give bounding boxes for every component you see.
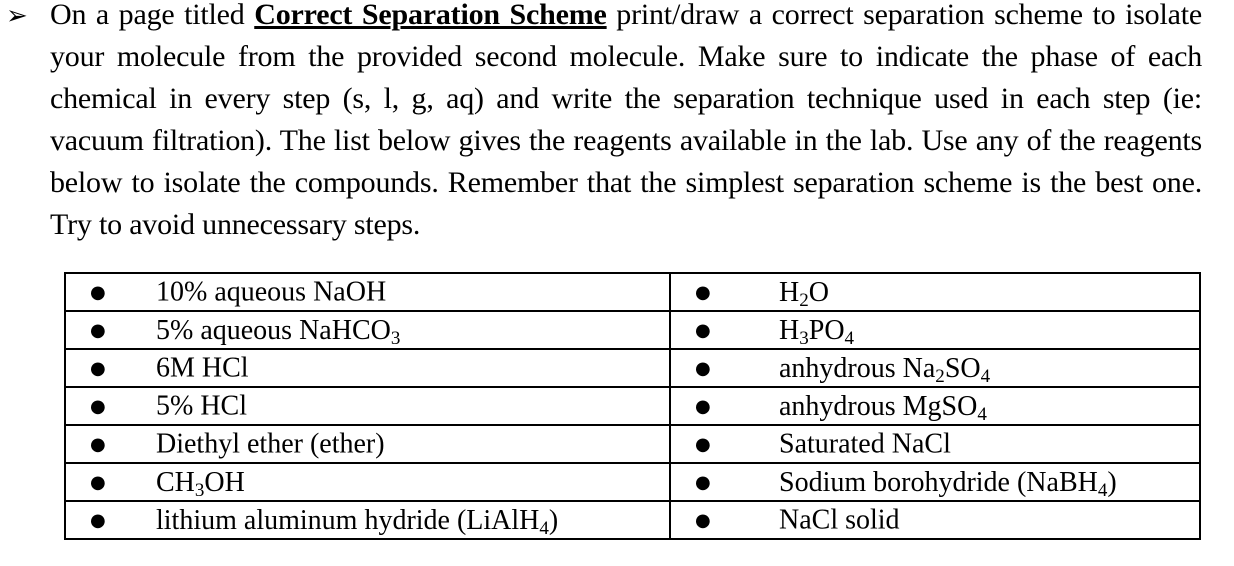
bullet-icon: ● xyxy=(695,281,711,303)
reagent-cell-right xyxy=(670,273,1200,311)
bullet-icon: ● xyxy=(695,319,711,341)
reagent-cell-left xyxy=(65,425,670,463)
reagent-name: $CH_3OH$ xyxy=(156,466,245,501)
reagent-name: $H_3PO_4$ xyxy=(779,314,855,349)
bullet-icon: ● xyxy=(695,395,711,417)
reagent-row xyxy=(65,501,1200,539)
reagent-cell-left xyxy=(65,311,670,349)
reagent-row xyxy=(65,425,1200,463)
page-title-reference: Correct Separation Scheme xyxy=(254,0,607,31)
bullet-icon: ● xyxy=(90,509,106,531)
reagent-cell-left xyxy=(65,501,670,539)
reagent-name: anhydrous $Na_2SO_4$ xyxy=(779,352,991,387)
reagent-cell-right xyxy=(670,349,1200,387)
reagent-name: 6M HCl xyxy=(156,352,249,384)
bullet-icon: ● xyxy=(90,471,106,493)
reagent-cell-right xyxy=(670,311,1200,349)
reagent-name: NaCl solid xyxy=(779,504,900,536)
reagent-row xyxy=(65,349,1200,387)
bullet-icon: ● xyxy=(695,433,711,455)
reagent-cell-left xyxy=(65,387,670,425)
reagent-cell-left xyxy=(65,273,670,311)
instructions-paragraph xyxy=(50,0,1202,246)
reagent-cell-right xyxy=(670,501,1200,539)
reagent-name: lithium aluminum hydride (LiAlH$_4$) xyxy=(156,504,559,539)
bullet-icon: ● xyxy=(695,509,711,531)
reagent-cell-right xyxy=(670,463,1200,501)
bullet-icon: ● xyxy=(90,319,106,341)
bullet-icon: ● xyxy=(90,281,106,303)
bullet-icon: ● xyxy=(90,433,106,455)
reagent-cell-left xyxy=(65,463,670,501)
reagent-cell-right xyxy=(670,387,1200,425)
reagent-name: Diethyl ether (ether) xyxy=(156,428,385,460)
reagent-cell-left xyxy=(65,349,670,387)
instructions-body: print/draw a correct separation scheme to isolate your molecule from the provided second molecule. Make sure to indicate the phase of each chemical in every step (s, l, g, aq) and write the separation technique used in each step (ie: vacuum filtration). The list below gives the reagents available in the lab. Use any of the reagents below to isolate the compounds. Remember that the simplest separation scheme is the best one. Try to avoid unnecessary steps. xyxy=(50,0,1202,241)
reagent-name: 5% aqueous NaHCO$_3$ xyxy=(156,314,401,349)
reagent-name: 10% aqueous NaOH xyxy=(156,276,387,308)
arrow-bullet-icon: ➢ xyxy=(6,1,28,31)
reagent-row xyxy=(65,463,1200,501)
reagent-row xyxy=(65,273,1200,311)
reagent-name: anhydrous MgSO$_4$ xyxy=(779,390,987,425)
reagent-name: 5% HCl xyxy=(156,390,247,422)
bullet-icon: ● xyxy=(695,471,711,493)
instructions-intro: On a page titled xyxy=(50,0,255,31)
reagent-row xyxy=(65,387,1200,425)
reagent-name: $H_2O$ xyxy=(779,276,829,311)
bullet-icon: ● xyxy=(90,357,106,379)
reagent-cell-right xyxy=(670,425,1200,463)
bullet-icon: ● xyxy=(90,395,106,417)
reagent-row xyxy=(65,311,1200,349)
reagents-table xyxy=(64,272,1201,540)
reagent-name: Saturated NaCl xyxy=(779,428,951,460)
reagent-name: Sodium borohydride (NaBH$_4$) xyxy=(779,466,1117,501)
bullet-icon: ● xyxy=(695,357,711,379)
